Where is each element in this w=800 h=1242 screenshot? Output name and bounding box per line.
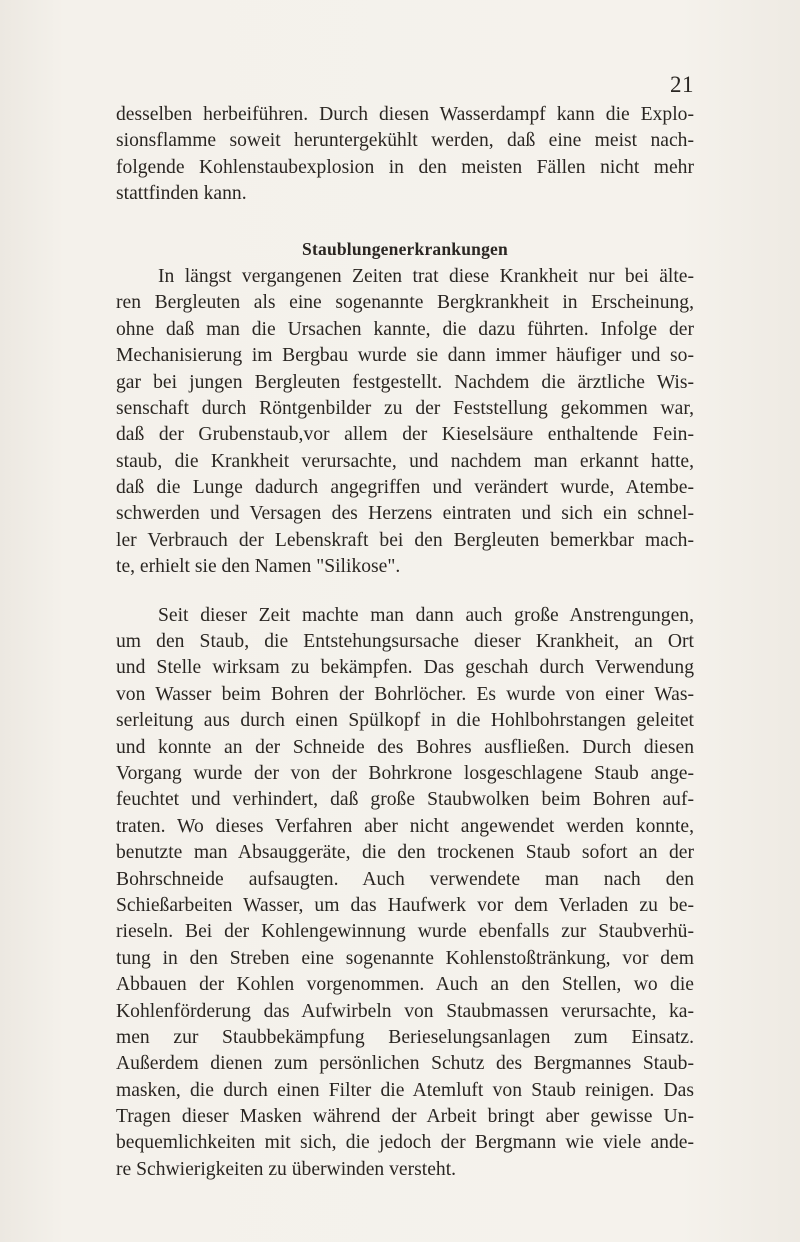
text-line: desselben herbeiführen. Durch diesen Wasserdampf kann die Explo- [116, 104, 694, 125]
text-line: Schießarbeiten Wasser, um das Haufwerk vor dem Verladen zu be- [116, 894, 694, 916]
text-line: folgende Kohlenstaubexplosion in den meisten Fällen nicht mehr [116, 156, 694, 178]
text-line: Tragen dieser Masken während der Arbeit bringt aber gewisse Un- [116, 1106, 694, 1128]
text-line: daß die Lunge dadurch angegriffen und verändert wurde, Atembe- [116, 477, 694, 499]
text-line: bequemlichkeiten mit sich, die jedoch der Bergmann wie viele ande- [116, 1132, 694, 1154]
text-line: sionsflamme soweit heruntergekühlt werden, daß eine meist nach- [116, 130, 694, 152]
text-line: Bohrschneide aufsaugten. Auch verwendete man nach den [116, 868, 694, 890]
text-line: ohne daß man die Ursachen kannte, die dazu führten. Infolge der [116, 318, 694, 340]
text-line: men zur Staubbekämpfung Berieselungsanlagen zum Einsatz. [116, 1026, 694, 1048]
text-line: traten. Wo dieses Verfahren aber nicht angewendet werden konnte, [116, 815, 694, 837]
text-line: von Wasser beim Bohren der Bohrlöcher. Es wurde von einer Was- [116, 683, 694, 705]
section-heading: Staublungenerkrankungen [302, 238, 508, 259]
text-line: Außerdem dienen zum persönlichen Schutz des Bergmannes Staub- [116, 1053, 694, 1075]
text-line: und Stelle wirksam zu bekämpfen. Das geschah durch Verwendung [116, 657, 694, 679]
body-text [116, 102, 694, 1183]
text-line: ler Verbrauch der Lebenskraft bei den Bergleuten bemerkbar mach- [116, 529, 694, 551]
text-line: Vorgang wurde der von der Bohrkrone losgeschlagene Staub ange- [116, 762, 694, 784]
text-line: feuchtet und verhindert, daß große Staubwolken beim Bohren auf- [116, 789, 694, 811]
text-line: senschaft durch Röntgenbilder zu der Feststellung gekommen war, [116, 397, 694, 419]
text-line: In längst vergangenen Zeiten trat diese Krankheit nur bei älte- [158, 265, 694, 287]
text-line: und konnte an der Schneide des Bohres ausfließen. Durch diesen [116, 736, 694, 758]
text-line: tung in den Streben eine sogenannte Kohlenstoßtränkung, vor dem [116, 947, 694, 969]
text-line: masken, die durch einen Filter die Atemluft von Staub reinigen. Das [116, 1079, 694, 1101]
text-line: Mechanisierung im Bergbau wurde sie dann immer häufiger und so- [116, 345, 694, 367]
text-line: benutzte man Absauggeräte, die den trockenen Staub sofort an der [116, 842, 694, 864]
text-line: serleitung aus durch einen Spülkopf in die Hohlbohrstangen geleitet [116, 710, 694, 732]
text-line: stattfinden kann. [116, 183, 247, 205]
text-line: schwerden und Versagen des Herzens eintraten und sich ein schnel- [116, 503, 694, 525]
text-line: staub, die Krankheit verursachte, und nachdem man erkannt hatte, [116, 450, 694, 472]
text-line: rieseln. Bei der Kohlengewinnung wurde ebenfalls zur Staubverhü- [116, 921, 694, 943]
page-number: 21 [670, 72, 694, 97]
text-line: te, erhielt sie den Namen "Silikose". [116, 556, 401, 578]
paragraph-spacer [116, 581, 694, 603]
paragraph-2 [116, 264, 694, 581]
text-line: um den Staub, die Entstehungsursache dieser Krankheit, an Ort [116, 631, 694, 653]
paragraph-3 [116, 603, 694, 1184]
text-line: daß der Grubenstaub,vor allem der Kieselsäure enthaltende Fein- [116, 424, 694, 446]
text-line: ren Bergleuten als eine sogenannte Bergkrankheit in Erscheinung, [116, 292, 694, 314]
text-line: re Schwierigkeiten zu überwinden versteht. [116, 1158, 457, 1180]
paragraph-1 [116, 102, 694, 208]
text-line: Abbauen der Kohlen vorgenommen. Auch an den Stellen, wo die [116, 974, 694, 996]
text-line: gar bei jungen Bergleuten festgestellt. Nachdem die ärztliche Wis- [116, 371, 694, 393]
text-line: Seit dieser Zeit machte man dann auch große Anstrengungen, [158, 604, 694, 626]
text-line: Kohlenförderung das Aufwirbeln von Staubmassen verursachte, ka- [116, 1000, 694, 1022]
